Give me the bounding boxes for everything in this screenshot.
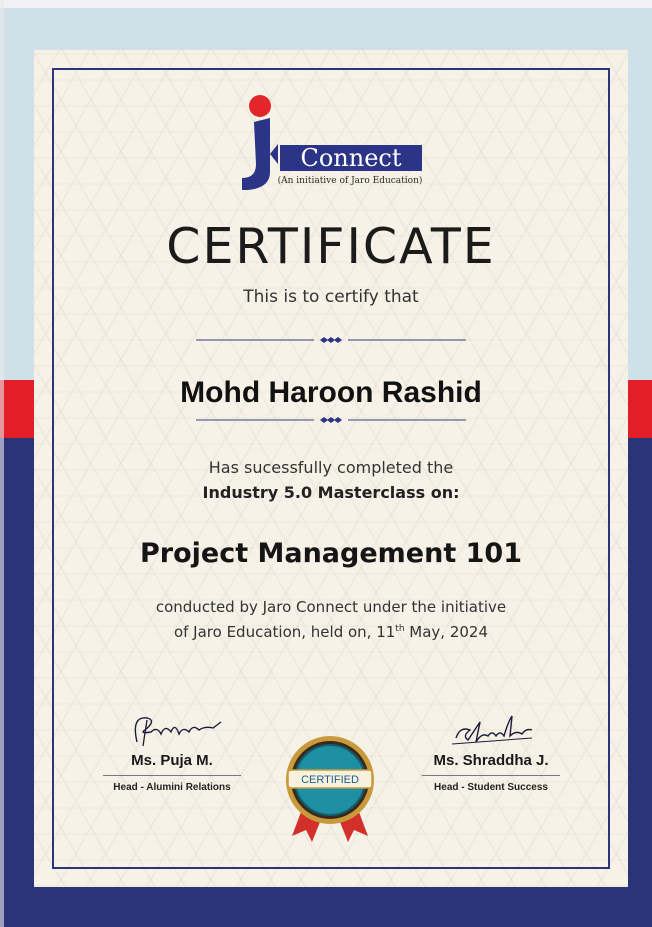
scan-edge-left <box>0 0 4 927</box>
signatory-right <box>416 708 566 793</box>
signatory-right-role: Head - Student Success <box>434 782 548 793</box>
logo-tagline: (An initiative of Jaro Education) <box>277 176 423 186</box>
signatory-left-rule <box>103 775 241 776</box>
ornament-divider-top <box>196 334 466 346</box>
held-date-text: of Jaro Education, held on, 11th May, 2024 <box>173 623 489 641</box>
signatory-right-name: Ms. Shraddha J. <box>433 752 549 769</box>
recipient-name: Mohd Haroon Rashid <box>180 376 482 409</box>
certificate-title: CERTIFICATE <box>166 218 496 275</box>
completion-text: Has sucessfully completed the <box>208 458 454 477</box>
logo-wordmark: Connect <box>280 145 422 171</box>
certified-seal-icon <box>282 734 378 846</box>
signatory-left-name: Ms. Puja M. <box>131 752 213 769</box>
signatory-left <box>97 708 247 793</box>
program-text: Industry 5.0 Masterclass on: <box>202 483 460 502</box>
course-title: Project Management 101 <box>139 538 523 569</box>
signatory-left-role: Head - Alumini Relations <box>113 782 231 793</box>
scan-edge-top <box>0 0 652 8</box>
signature-right-icon <box>436 708 546 750</box>
signature-left-icon <box>117 708 227 750</box>
certify-intro: This is to certify that <box>243 287 419 307</box>
conducted-text: conducted by Jaro Connect under the initiative <box>155 598 507 616</box>
signatory-right-rule <box>422 775 560 776</box>
seal-label: CERTIFIED <box>301 774 359 786</box>
ornament-divider-bottom <box>196 414 466 426</box>
